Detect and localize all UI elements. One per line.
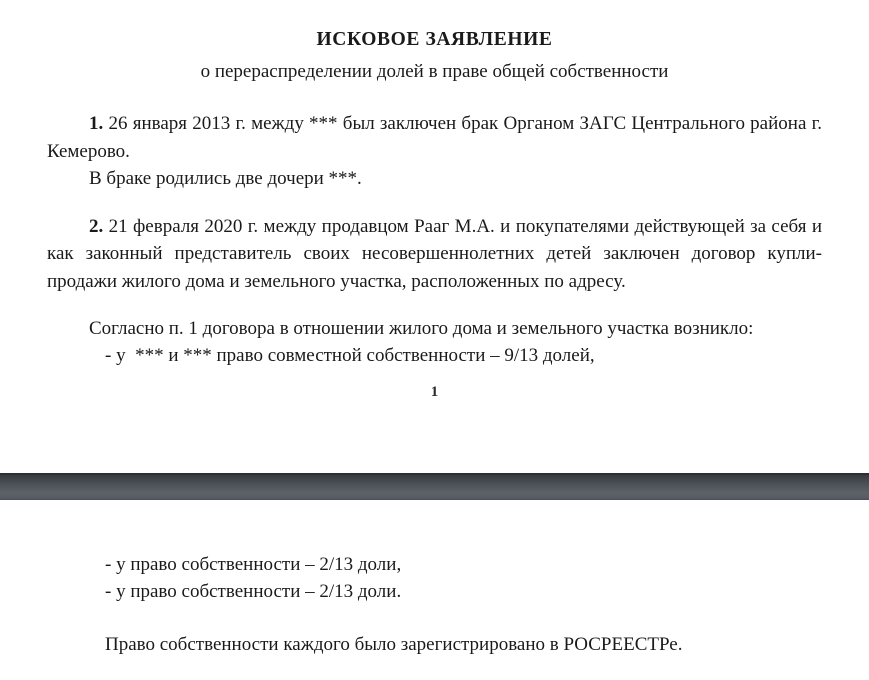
page-divider — [0, 473, 869, 500]
share-line-3: - у право собственности – 2/13 доли. — [105, 580, 402, 602]
spacer — [47, 193, 822, 213]
share-line-1: - у *** и *** право совместной собственности – 9/13 долей, — [105, 344, 595, 366]
document-page-2 — [0, 500, 869, 680]
paragraph-item-1 — [47, 110, 822, 165]
spacer — [47, 295, 822, 315]
paragraph-item-1-note: В браке родились две дочери ***. — [89, 168, 362, 190]
page-2-content — [47, 500, 822, 659]
share-line-2: - у право собственности – 2/13 доли, — [105, 554, 402, 575]
paragraph-item-2-text: 21 февраля 2020 г. между продавцом Рааг М.А. и покупателями действующей за себя и как законный представитель своих несовершеннолетних детей заключен договор купли-продажи жилого дома и земельного участка, расположенных по адресу. — [47, 215, 822, 292]
paragraph-item-2 — [47, 213, 822, 296]
document-subtitle: о перераспределении долей в праве общей собственности — [200, 61, 669, 83]
page-title: ИСКОВОЕ ЗАЯВЛЕНИЕ — [316, 29, 553, 50]
spacer — [47, 606, 822, 632]
paragraph-item-1-number: 1. — [89, 113, 104, 135]
spacer — [47, 84, 822, 110]
clause-intro-paragraph: Согласно п. 1 договора в отношении жилого дома и земельного участка возникло: — [89, 318, 754, 340]
page-number: 1 — [430, 383, 439, 400]
registration-note: Право собственности каждого было зарегистрировано в РОСРЕЕСТРе. — [105, 633, 683, 655]
paragraph-item-2-number: 2. — [89, 215, 104, 237]
paragraph-item-1-text: 26 января 2013 г. между *** был заключен брак Органом ЗАГС Центрального района г. Кемерово. — [47, 113, 822, 162]
